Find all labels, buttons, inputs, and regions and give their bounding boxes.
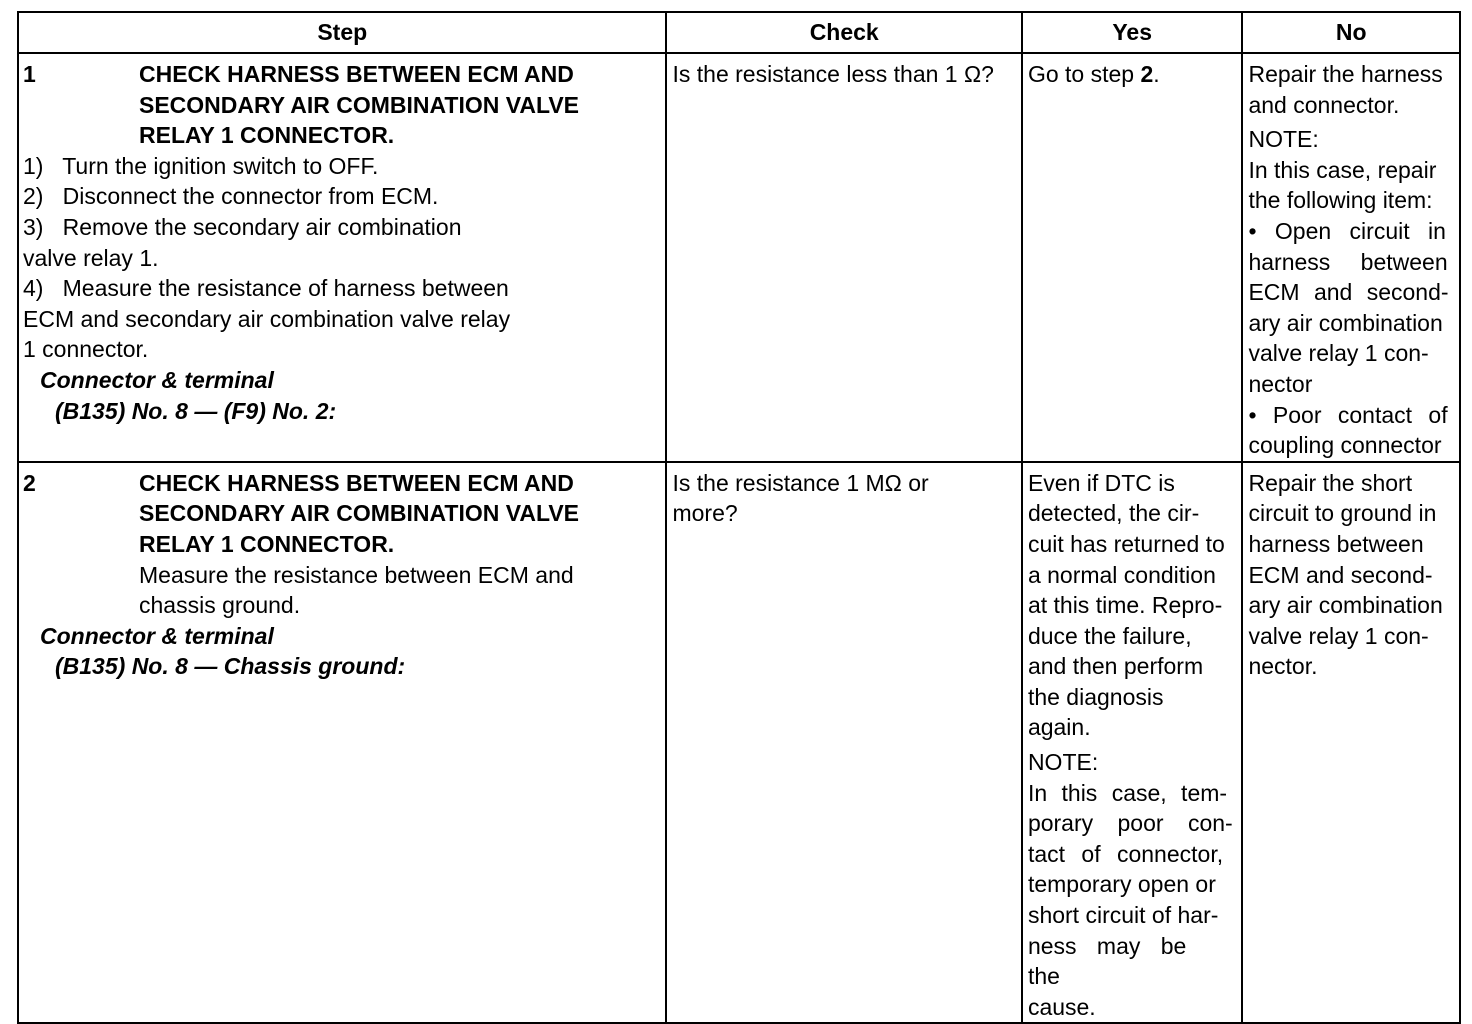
table-row [18,462,1460,1024]
no-line: nector. [1248,653,1318,680]
step-title-line: RELAY 1 CONNECTOR. [139,530,395,557]
no-cell [1242,462,1460,1024]
instruction-line: chassis ground. [139,592,301,619]
note-line: • Poor contact of [1248,401,1448,428]
step-title-line: CHECK HARNESS BETWEEN ECM AND [139,61,574,87]
yes-suffix: . [1153,61,1160,87]
instruction-line: 4) Measure the resistance of harness between [23,275,509,302]
yes-line: the diagnosis [1027,683,1164,710]
step-cell [18,462,666,1024]
note-line: the following item: [1248,187,1433,214]
check-line: Is the resistance 1 MΩ or [672,469,929,496]
header-step: Step [18,12,666,53]
note-line: short circuit of har- [1027,902,1219,929]
step-cell [18,53,666,462]
step-title-line: RELAY 1 CONNECTOR. [139,122,395,149]
note-line: porary poor con- [1027,810,1233,837]
no-line: ECM and second- [1248,561,1433,588]
header-yes: Yes [1022,12,1243,53]
yes-cell [1022,462,1243,1024]
instruction-line: 1) Turn the ignition switch to OFF. [23,152,379,179]
connector-label: Connector & terminal [40,622,274,649]
instruction-line: ECM and secondary air combination valve relay [23,305,511,332]
yes-line: at this time. Repro- [1027,592,1223,619]
note-line: In this case, repair [1248,156,1437,183]
check-cell [666,462,1021,1024]
step-title-line: CHECK HARNESS BETWEEN ECM AND [139,469,574,496]
yes-line: cuit has returned to [1027,530,1225,557]
step-title-line: SECONDARY AIR COMBINATION VALVE [139,500,579,527]
connector-label: Connector & terminal [40,366,274,393]
note-line: In this case, tem- [1027,779,1228,806]
no-line: harness between [1248,530,1424,557]
yes-line: detected, the cir- [1027,500,1200,527]
no-line: and connector. [1248,91,1400,118]
instruction-line: 2) Disconnect the connector from ECM. [23,183,439,210]
yes-line: Even if DTC is [1027,469,1175,496]
yes-line: a normal condition [1027,561,1216,588]
header-no: No [1242,12,1460,53]
yes-line: and then perform [1027,653,1204,680]
yes-cell [1022,53,1243,462]
note-line: • Open circuit in [1248,217,1446,244]
step-number: 1 [23,61,36,87]
connector-terminal-value: (B135) No. 8 — Chassis ground: [55,653,406,680]
note-line: ECM and second- [1248,279,1449,306]
note-line: nector [1248,370,1313,397]
note-line: ary air combination [1248,309,1443,336]
check-cell [666,53,1021,462]
connector-terminal-value: (B135) No. 8 — (F9) No. 2: [55,397,337,424]
instruction-line: 1 connector. [23,336,149,363]
note-heading: NOTE: [1248,126,1319,153]
note-heading: NOTE: [1027,749,1099,776]
instruction-line: Measure the resistance between ECM and [139,561,574,588]
yes-line: again. [1027,714,1091,741]
table-row [18,53,1460,462]
note-line: harness between [1248,248,1448,275]
header-check: Check [666,12,1021,53]
check-line: more? [672,500,738,527]
check-text: Is the resistance less than 1 Ω? [672,61,994,87]
no-cell [1242,53,1460,462]
instruction-line: 3) Remove the secondary air combination [23,213,462,240]
no-line: Repair the short [1248,469,1413,496]
no-line: ary air combination [1248,592,1443,619]
note-line: valve relay 1 con- [1248,340,1429,367]
step-number: 2 [23,469,36,496]
diagnostic-table [17,11,1461,1024]
note-line: ness may be the [1027,932,1187,990]
note-line: tact of connector, [1027,840,1224,867]
yes-text [1028,59,1237,90]
instruction-line: valve relay 1. [23,244,159,271]
header-row [18,12,1460,53]
step-title-line: SECONDARY AIR COMBINATION VALVE [139,91,579,118]
no-line: valve relay 1 con- [1248,622,1429,649]
note-line: temporary open or [1027,871,1216,898]
yes-line: duce the failure, [1027,622,1192,649]
no-line: Repair the harness [1248,61,1443,87]
note-line: cause. [1027,993,1096,1020]
yes-step-ref: 2 [1140,61,1154,87]
diagnostic-document [17,11,1461,1024]
yes-prefix: Go to step [1027,61,1141,87]
no-line: circuit to ground in [1248,500,1437,527]
note-line: coupling connector [1248,432,1442,459]
